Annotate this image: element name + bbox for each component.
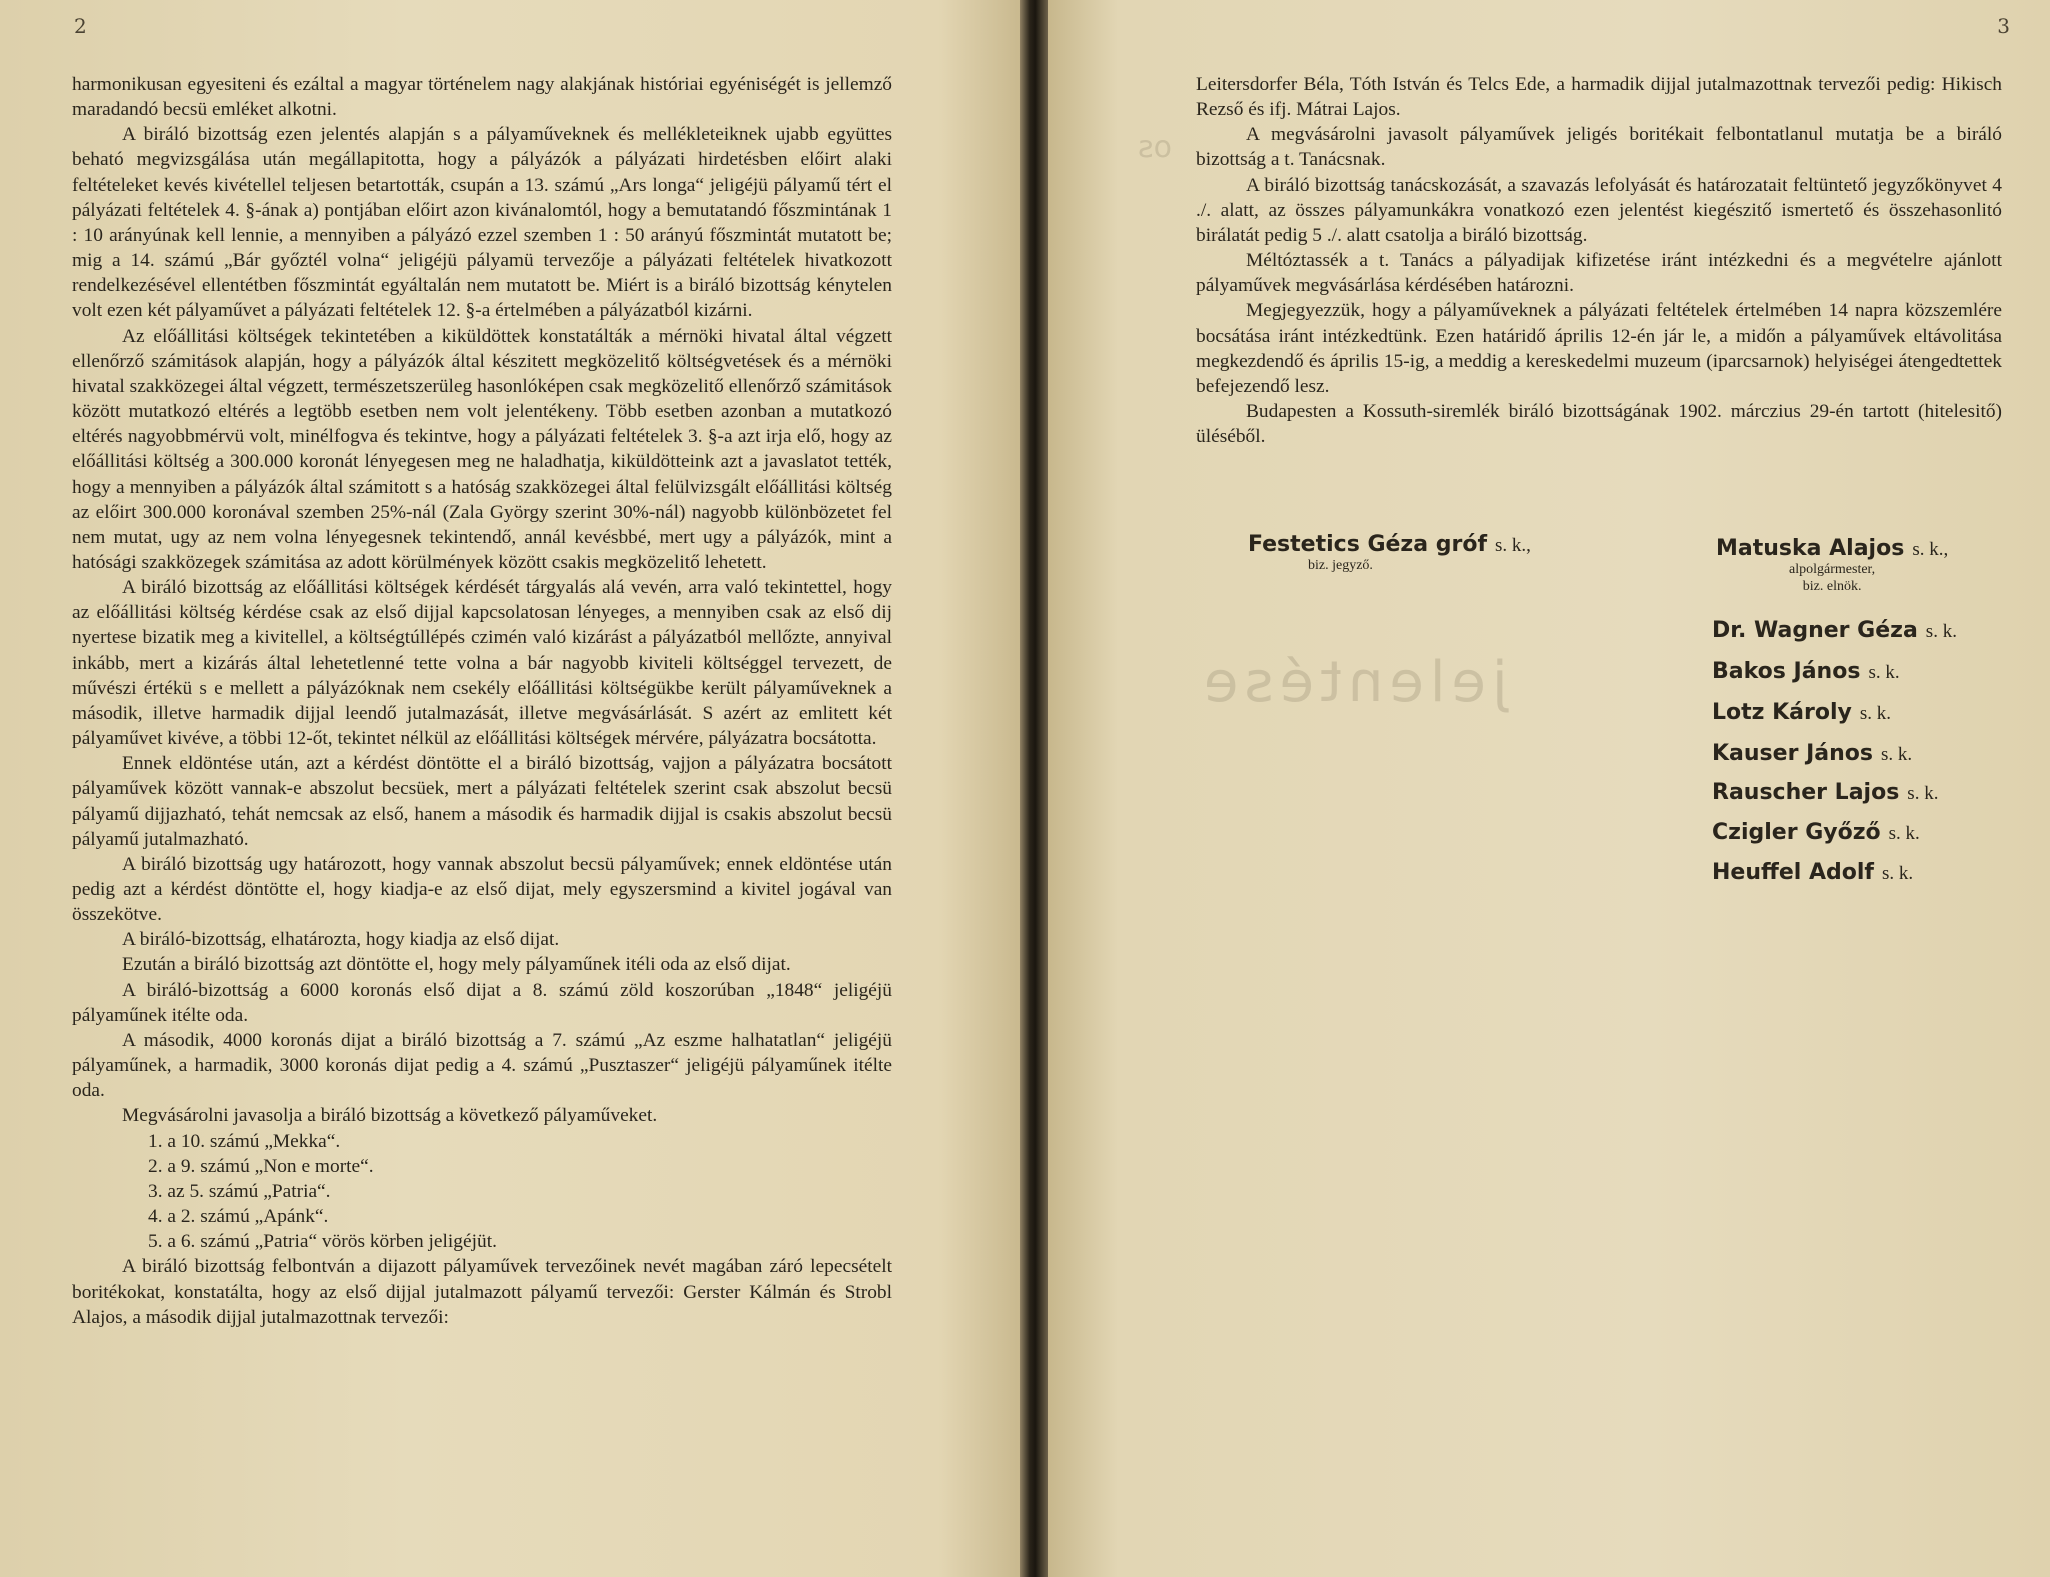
list-item: 5. a 6. számú „Patria“ vörös körben jeligéjüt. <box>148 1231 497 1253</box>
paragraph: Megvásárolni javasolja a biráló bizottság a következő pályaműveket. <box>122 1105 658 1127</box>
signatory-sk: s. k. <box>1880 744 1913 765</box>
paragraph: harmonikusan egyesiteni és ezáltal a magyar történelem nagy alakjának históriai egyéniségét is jellemző maradandó becsü emléket alkotni. <box>72 74 892 121</box>
signatory-sk: s. k. <box>1881 863 1914 884</box>
paragraph: A biráló bizottság ezen jelentés alapján s a pályaműveknek és mellékleteiknek ujabb együttes beható megvizsgálása után megállapitotta, hogy a pályázók a pályázati hirdetésben előirt alaki feltételeket kevés kivétellel teljesen betartották, csupán a 13. számú „Ars longa“ jeligéjü pályamű tért el pályázati feltételek 4. §-ának a) pontjában előirt azon kivánalomtól, hogy a bemutatandó főszmintának 1 : 10 arányúnak kell lennie, a mennyiben a pályázó ezzel szemben 1 : 50 arányú főszmintát mutatott be; mig a 14. számú „Bár győztél volna“ jeligéjü pályamü tervezője a pályázati feltételek hivatkozott rendelkezésével ellentétben főszmintát egyáltalán nem mutatott be. Miért is a biráló bizottság kénytelen volt ezen két pályaművet a pályázati feltételek 12. §-a értelmében a pályázatból kizárni. <box>72 124 892 322</box>
signatory-name: Lotz Károly <box>1712 700 1852 725</box>
signatory-member <box>1712 860 1913 885</box>
paragraph: A biráló bizottság ugy határozott, hogy vannak abszolut becsü pályaművek; ennek eldöntése után pedig azt a kérdést döntötte el, hogy kiadja-e az első dijat, mely egyszersmind a kivitel jogával van összekötve. <box>72 853 892 926</box>
paragraph: Ezután a biráló bizottság azt döntötte el, hogy mely pályaműnek itéli oda az első dijat. <box>122 954 791 976</box>
list-item: 4. a 2. számú „Apánk“. <box>148 1206 329 1228</box>
page-number: 2 <box>74 14 87 38</box>
show-through-text: os <box>1138 130 1172 165</box>
paragraph: A biráló bizottság felbontván a dijazott pályaművek tervezőinek nevét magában záró lepecsételt boritékokat, konstatálta, hogy az első dijjal jutalmazott pályamű tervezői: Gerster Kálmán és Strobl Alajos, a második dijjal jutalmazottnak tervezői: <box>72 1256 892 1328</box>
left-page <box>0 0 1020 1577</box>
list-item: 3. az 5. számú „Patria“. <box>148 1180 331 1202</box>
signatory-name: Heuffel Adolf <box>1712 860 1874 885</box>
show-through-text: jelentése <box>1198 650 1508 715</box>
signatory-name: Rauscher Lajos <box>1712 780 1900 805</box>
signatures-block <box>1048 0 2050 1577</box>
paragraph: Megjegyezzük, hogy a pályaműveknek a pályázati feltételek értelmében 14 napra közszemlére bocsátása iránt intézkedtünk. Ezen határidő április 12-én jár le, a midőn a pályaművek eltávolitása megkezdendő és április 15-ig, a meddig a kereskedelmi muzeum (iparcsarnok) helyiségei átengedtettek befejezendő lesz. <box>1196 300 2002 397</box>
signatory-sk: s. k. <box>1907 783 1939 804</box>
book-gutter <box>1020 0 1048 1577</box>
paragraph: Méltóztassék a t. Tanács a pályadijak kifizetése iránt intézkedni és a megvételre ajánlott pályaművek megvásárlása kérdésében határozni. <box>1196 250 2002 297</box>
left-page-body <box>72 72 892 1330</box>
paragraph: A biráló-bizottság, elhatározta, hogy kiadja az első dijat. <box>122 929 560 951</box>
signatory-sk: s. k. <box>1868 662 1900 683</box>
signatory-name: Dr. Wagner Géza <box>1712 618 1918 643</box>
signatory-secretary <box>1248 532 1531 574</box>
signatory-chair <box>1716 536 1948 595</box>
paragraph: A biráló bizottság tanácskozását, a szavazás lefolyását és határozatait feltüntető jegyzőkönyvet 4 ./. alatt, az összes pályamunkákra vonatkozó ezen jelentést kiegészitő ismertető és összehasonlitó birálatát pedig 5 ./. alatt csatolja a biráló bizottság. <box>1196 174 2002 246</box>
signatory-sk: s. k., <box>1495 535 1531 556</box>
signatory-role: biz. elnök. <box>1802 579 1862 594</box>
signatory-name: Matuska Alajos <box>1716 536 1905 561</box>
signatory-name: Bakos János <box>1712 659 1861 684</box>
paragraph: Ennek eldöntése után, azt a kérdést döntötte el a biráló bizottság, vajjon a pályázatra bocsátott pályaművek között vannak-e abszolut becsüek, mert a pályázati feltételek szerint csak abszolut becsü pályamű dijjazható, tehát nemcsak az első, hanem a második és harmadik dijjal is csakis abszolut becsü pályamű jutalmazható. <box>72 753 892 850</box>
signatory-name: Festetics Géza gróf <box>1248 532 1488 557</box>
paragraph: A második, 4000 koronás dijat a biráló bizottság a 7. számú „Az eszme halhatatlan“ jeligéjü pályaműnek, a harmadik, 3000 koronás dijat pedig a 4. számú „Pusztaszer“ jeligéjü pályaműnek itélte oda. <box>72 1029 892 1102</box>
signatory-member <box>1712 700 1891 725</box>
signatory-sk: s. k. <box>1888 823 1920 844</box>
signatory-member <box>1712 659 1900 684</box>
signatory-member <box>1712 618 1957 643</box>
signatory-role: biz. jegyző. <box>1308 558 1373 573</box>
right-page <box>1048 0 2050 1577</box>
signatory-member <box>1712 780 1938 805</box>
signatory-role: alpolgármester, <box>1789 562 1876 577</box>
page-number: 3 <box>1997 14 2010 38</box>
signatory-name: Kauser János <box>1712 741 1873 766</box>
signatory-sk: s. k., <box>1912 539 1949 560</box>
paragraph: Az előállitási költségek tekintetében a kiküldöttek konstatálták a mérnöki hivatal által végzett ellenőrző számitások alapján, hogy a pályázók által készitett megközelitő költségvetések és a mérnöki hivatal szakközegei által végzett, természetszerüleg hasonlóképen csak megközelitő ellenőrző számitások között mutatkozó eltérés a legtöbb esetben nem volt jelentékeny. Több esetben azonban a mutatkozó eltérés nagyobbmérvü volt, minélfogva és tekintve, hogy a pályázati feltételek 3. §-a azt irja elő, hogy az előállitási költség a 300.000 koronát lényegesen meg ne haladhatja, kiküldötteink azt a javaslatot tették, hogy a mennyiben a pályázók által számitott s a hatóság szakközegei által felülvizsgált előállitási költség az előirt 300.000 koronával szemben 25%-nál (Zala György szerint 30%-nál) nagyobb különbözetet fel nem mutat, ugy az nem volna lényegesnek tekintendő, annál kevésbbé, mert ugy a pályázók, mint a hatósági szakközegek számitása az adott körülmények között csakis megközelitő lehetett. <box>72 325 892 573</box>
list-item: 2. a 9. számú „Non e morte“. <box>148 1155 374 1177</box>
paragraph: A biráló-bizottság a 6000 koronás első dijat a 8. számú zöld koszorúban „1848“ jeligéjü pályaműnek itélte oda. <box>72 979 892 1026</box>
signatory-name: Czigler Győző <box>1712 820 1881 845</box>
signatory-member <box>1712 741 1912 766</box>
signatory-sk: s. k. <box>1859 703 1892 724</box>
paragraph: Budapesten a Kossuth-siremlék biráló bizottságának 1902. márczius 29-én tartott (hitelesitő) üléséből. <box>1196 401 2002 448</box>
paragraph: A biráló bizottság az előállitási költségek kérdését tárgyalás alá vevén, arra való tekintettel, hogy az előállitási költség kérdése csak az első dijjal kapcsolatosan lényeges, a mennyiben csak az első dij nyertese bizatik meg a kivitellel, a költségtúllépés czimén való kizárást a pályázatból mellőzte, annyival inkább, mert a kizárás által lehetetlenné tette volna a bár nagyobb kiviteli költséggel tervezett, de művészi értékü s e mellett a pályázóknak nem csekély előállitási költségükbe került pályaműveknek a második, illetve harmadik dijjal leendő jutalmazását, illetve megvásárlását. S azért az emlitett két pályaművet kivéve, a többi 12-őt, tekintet nélkül az előállitási költségek mérvére, pályázatra bocsátotta. <box>72 577 892 750</box>
signatory-member <box>1712 820 1920 845</box>
list-item: 1. a 10. számú „Mekka“. <box>148 1130 341 1152</box>
signatory-sk: s. k. <box>1925 621 1957 642</box>
paragraph: A megvásárolni javasolt pályaművek jeligés boritékait felbontatlanul mutatja be a biráló bizottság a t. Tanácsnak. <box>1196 124 2002 171</box>
paragraph: Leitersdorfer Béla, Tóth István és Telcs Ede, a harmadik dijjal jutalmazottnak tervezői pedig: Hikisch Rezső és ifj. Mátrai Lajos. <box>1196 74 2002 121</box>
